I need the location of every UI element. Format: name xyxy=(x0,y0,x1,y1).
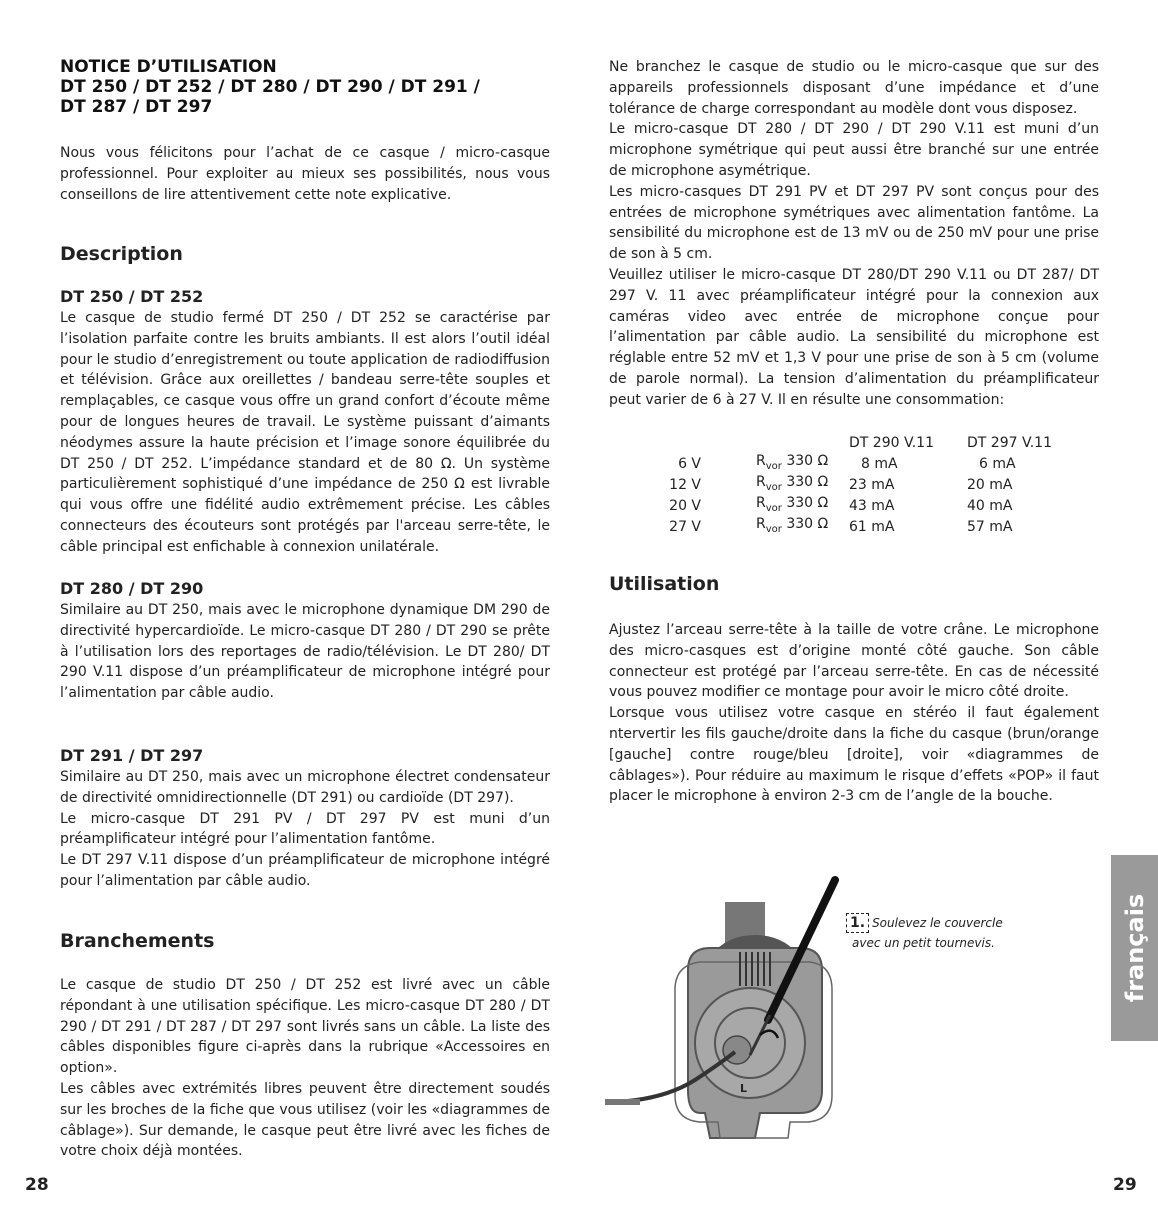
dt280-heading: DT 280 / DT 290 xyxy=(60,579,204,598)
col-dt290: DT 290 V.11 xyxy=(849,435,934,451)
resistor-sub: vor xyxy=(765,524,782,535)
resistor-value: 330 Ω xyxy=(786,516,829,533)
intro-paragraph: Nous vous félicitons pour l’achat de ce casque / micro-casque professionnel. Pour exploiter au mieux ses possibilités, nous vous conseillons de lire attentivement cette note explicative. xyxy=(60,145,550,203)
dt291-heading: DT 291 / DT 297 xyxy=(60,746,204,765)
earcup-cover xyxy=(695,988,805,1098)
step-number: 1. xyxy=(846,913,869,933)
table-header-row xyxy=(609,430,1052,451)
voltage-cell: 27 V xyxy=(669,519,701,535)
resistor-symbol: R xyxy=(756,453,766,470)
resistor-cell xyxy=(701,493,849,514)
table-row xyxy=(609,451,1052,472)
resistor-sub: vor xyxy=(765,461,782,472)
resistor-cell xyxy=(701,514,849,535)
dt297-current: 6 mA xyxy=(979,456,1016,472)
branchements-paragraphs xyxy=(60,975,550,1162)
caption-line-1: Soulevez le couvercle xyxy=(872,916,1003,930)
page-number-left: 28 xyxy=(25,1175,49,1195)
dt291-paragraphs xyxy=(60,767,550,892)
utilisation-paragraph-2: Lorsque vous utilisez votre casque en stéréo il faut également ntervertir les fils gauche/droite dans la fiche du casque (brun/orange [gauche] contre rouge/bleu [droite], voir «diagrammes de câblages»). Pour réduire au maximum le risque d’effets «POP» il faut placer le microphone à environ 2-3 cm de l’angle de la bouche. xyxy=(609,705,1099,805)
resistor-symbol: R xyxy=(756,516,766,533)
branchements-paragraph-1: Le casque de studio DT 250 / DT 252 est livré avec un câble répondant à une utilisation spécifique. Les micro-casque DT 280 / DT 290 / DT 291 / DT 287 / DT 297 sont livrés sans un câble. La liste des câbles disponibles figure ci-après dans la rubrique «Accessoires en option». xyxy=(60,977,550,1077)
dt290-current: 23 mA xyxy=(849,477,895,493)
branchements-heading: Branchements xyxy=(60,930,215,952)
resistor-sub: vor xyxy=(765,503,782,514)
right-paragraph-2: Le micro-casque DT 280 / DT 290 / DT 290 V.11 est muni d’un microphone symétrique qui peut aussi être branché sur une entrée de microphone asymétrique. xyxy=(609,121,1099,179)
language-tab xyxy=(1111,855,1158,1041)
dt250-heading: DT 250 / DT 252 xyxy=(60,287,204,306)
title-line-3: DT 287 / DT 297 xyxy=(60,97,213,117)
table-row xyxy=(609,514,1052,535)
branchements-paragraph-2: Les câbles avec extrémités libres peuvent être directement soudés sur les broches de la fiche que vous utilisez (voir les «diagrammes de câblage»). Sur demande, le casque peut être livré avec les fiches de votre choix déjà montées. xyxy=(60,1080,550,1160)
right-paragraph-4: Veuillez utiliser le micro-casque DT 280/DT 290 V.11 ou DT 287/ DT 297 V. 11 avec préamplificateur intégré pour la connexion aux caméras video avec entrée de microphone conçue pour l’alimentation par câble audio. La sensibilité du microphone est réglable entre 52 mV et 1,3 V pour une prise de son à 5 cm (volume de parole normal). La tension d’alimentation du préamplificateur peut varier de 6 à 27 V. Il en résulte une consommation: xyxy=(609,266,1099,408)
dt290-current: 43 mA xyxy=(849,498,895,514)
resistor-value: 330 Ω xyxy=(786,474,829,491)
language-tab-label: français xyxy=(1120,893,1149,1003)
description-heading: Description xyxy=(60,243,183,265)
dt297-current: 57 mA xyxy=(967,519,1013,535)
col-dt297: DT 297 V.11 xyxy=(967,435,1052,451)
table-row xyxy=(609,472,1052,493)
table-row xyxy=(609,493,1052,514)
caption-line-2: avec un petit tournevis. xyxy=(852,936,995,950)
document-title xyxy=(60,57,550,117)
dt297-current: 20 mA xyxy=(967,477,1013,493)
connection-paragraphs xyxy=(609,57,1099,411)
page-number-right: 29 xyxy=(1113,1175,1137,1195)
title-line-2: DT 250 / DT 252 / DT 280 / DT 290 / DT 291 / xyxy=(60,77,480,97)
dt250-paragraph: Le casque de studio fermé DT 250 / DT 252 se caractérise par l’isolation parfaite contre les bruits ambiants. Il est alors l’outil idéal pour le studio d’enregistrement ou toute application de radiodiffusion et télévision. Grâce aux oreillettes / bandeau serre-tête souples et remplaçables, ce casque vous offre un grand confort d’écoute même pour de longues heures de travail. Le système puissant d’aimants néodymes assure la haute précision et l’image sonore équilibrée du DT 250 / DT 252. L’impédance standard et de 80 Ω. Un système particulièrement sophistiqué d’une impédance de 250 Ω est livrable qui vous offre une fidélité audio extrêmement précise. Les câbles connecteurs des écouteurs sont protégés par l'arceau serre-tête, le câble principal est enfichable à connexion unilatérale. xyxy=(60,310,550,555)
resistor-cell xyxy=(701,451,849,472)
voltage-cell: 20 V xyxy=(669,498,701,514)
resistor-value: 330 Ω xyxy=(786,453,829,470)
dt290-current: 8 mA xyxy=(861,456,898,472)
voltage-cell: 12 V xyxy=(669,477,701,493)
resistor-cell xyxy=(701,472,849,493)
dt291-paragraph-1: Similaire au DT 250, mais avec un microphone électret condensateur de directivité omnidirectionnelle (DT 291) ou cardioïde (DT 297). xyxy=(60,769,550,806)
resistor-value: 330 Ω xyxy=(786,495,829,512)
right-paragraph-3: Les micro-casques DT 291 PV et DT 297 PV sont conçus pour des entrées de microphone symétriques avec alimentation fantôme. La sensibilité du microphone est de 13 mV ou de 250 mV pour une prise de son à 5 cm. xyxy=(609,183,1099,263)
dt291-paragraph-3: Le DT 297 V.11 dispose d’un préamplificateur de microphone intégré pour l’alimentation par câble audio. xyxy=(60,852,550,889)
utilisation-paragraph-1: Ajustez l’arceau serre-tête à la taille de votre crâne. Le microphone des micro-casques est d’origine monté côté gauche. Son câble connecteur est protégé par l’arceau serre-tête. En cas de nécessité vous pouvez modifier ce montage pour avoir le micro côté droite. xyxy=(609,622,1099,701)
dt280-paragraph: Similaire au DT 250, mais avec le microphone dynamique DM 290 de directivité hypercardioïde. Le micro-casque DT 280 / DT 290 se prête à l’utilisation lors des reportages de radio/télévision. Le DT 280/ DT 290 V.11 dispose d’un préamplificateur de microphone intégré pour l’alimentation par câble audio. xyxy=(60,602,550,702)
voltage-cell: 6 V xyxy=(678,456,701,472)
title-line-1: NOTICE D’UTILISATION xyxy=(60,57,277,77)
consumption-table xyxy=(609,430,1052,535)
dt291-paragraph-2: Le micro-casque DT 291 PV / DT 297 PV est muni d’un préamplificateur intégré pour l’alimentation fantôme. xyxy=(60,810,550,848)
figure-caption xyxy=(846,913,1003,953)
resistor-symbol: R xyxy=(756,495,766,512)
dt297-current: 40 mA xyxy=(967,498,1013,514)
resistor-symbol: R xyxy=(756,474,766,491)
right-paragraph-1: Ne branchez le casque de studio ou le micro-casque que sur des appareils professionnels disposant d’une impédance et d’une tolérance de charge correspondant au modèle dont vous disposez. xyxy=(609,59,1099,117)
utilisation-heading: Utilisation xyxy=(609,573,720,595)
utilisation-paragraphs xyxy=(609,620,1099,807)
side-label-l: L xyxy=(740,1082,748,1095)
dt290-current: 61 mA xyxy=(849,519,895,535)
resistor-sub: vor xyxy=(765,482,782,493)
headphone-illustration xyxy=(600,870,850,1140)
